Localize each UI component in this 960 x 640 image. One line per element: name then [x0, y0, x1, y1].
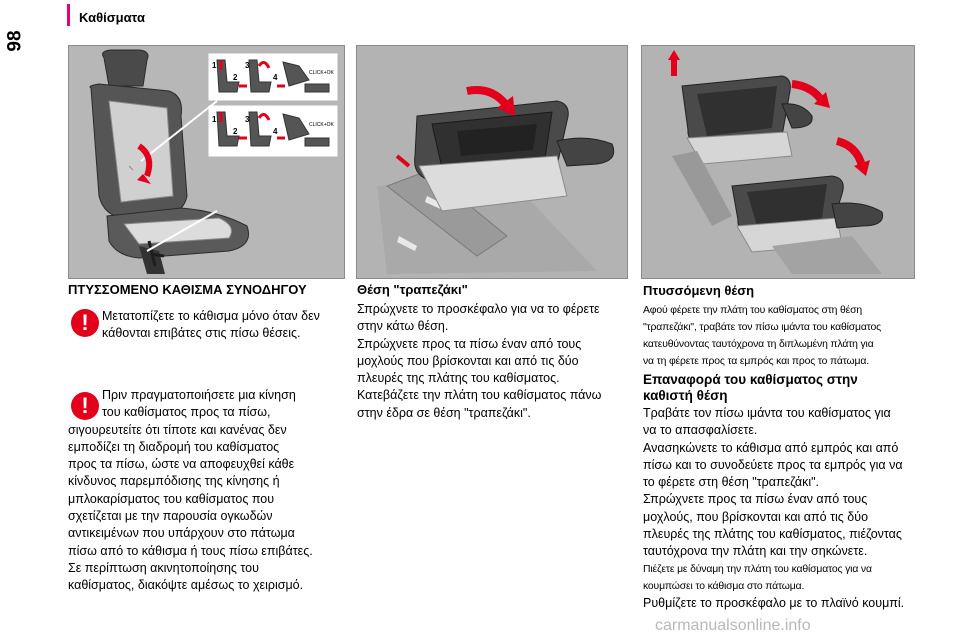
step-label: 4: [273, 73, 278, 82]
folded-position-illustration: [641, 45, 915, 279]
page-number: 98: [4, 30, 26, 52]
watermark: carmanualsonline.info: [655, 617, 811, 634]
step-label: 3: [245, 61, 250, 70]
warning-text-2: Πριν πραγματοποιήσετε μια κίνηση του καθίσματος προς τα πίσω, σιγουρευτείτε ότι τίποτε και κανένας δεν εμποδίζει τη διαδρομή του καθίσματος προς τα πίσω, ώστε να αποφευχθεί κάθε κίνδυνος παρεμπόδισης της κίνησης ή μπλοκαρίσματος του καθίσματος που σχετίζεται με την παρουσία ογκωδών αντικειμένων που υπάρχουν στο πάτωμα πίσω από το κάθισμα ή τους πίσω επιβάτες. Σε περίπτωση ακινητοποίησης του καθίσματος, διακόψτε αμέσως το χειρισμό.: [68, 388, 313, 593]
click-ok-text: CLICK+OK: [309, 70, 334, 76]
step-label: 1: [212, 61, 217, 70]
step-label: 3: [245, 115, 250, 124]
warning-icon: !: [71, 309, 99, 337]
restore-seat-heading: Επαναφορά του καθίσματος στην καθιστή θέση: [643, 372, 858, 403]
folded-position-text: Αφού φέρετε την πλάτη του καθίσματος στη θέση "τραπεζάκι", τραβάτε τον πίσω ιμάντα του καθίσματος κατευθύνοντας ταυτόχρονα τη διπλωμένη πλάτη για να τη φέρετε προς τα εμπρός και προς το πάτωμα.: [643, 305, 882, 367]
warning-text-1: Μετατοπίζετε το κάθισμα μόνο όταν δεν κάθονται επιβάτες στις πίσω θέσεις.: [102, 309, 320, 341]
seat-illustration: [68, 45, 345, 279]
folded-position-heading: Πτυσσόμενη θέση: [643, 283, 755, 298]
step-label: 4: [273, 127, 278, 136]
table-position-text: Σπρώχνετε το προσκέφαλο για να το φέρετε στην κάτω θέση. Σπρώχνετε προς τα πίσω έναν από τους μοχλούς που βρίσκονται και από τις δύο πλευρές της πλάτης του καθίσματος. Κατεβάζετε την πλάτη του καθίσματος πάνω στην έδρα σε θέση "τραπεζάκι".: [357, 302, 602, 420]
passenger-seat-heading: ΠΤΥΣΣΟΜΕΝΟ ΚΑΘΙΣΜΑ ΣΥΝΟΔΗΓΟΥ: [68, 282, 307, 297]
step-label: 1: [212, 115, 217, 124]
table-position-heading: Θέση "τραπεζάκι": [357, 282, 468, 297]
accent-bar: [67, 4, 70, 26]
step-label: 2: [233, 127, 238, 136]
section-title: Καθίσματα: [79, 10, 145, 25]
restore-seat-text: Τραβάτε τον πίσω ιμάντα του καθίσματος για να το απασφαλίσετε. Ανασηκώνετε το κάθισμα από εμπρός και από πίσω και το συνοδεύετε προς τα εμπρός για να το φέρετε στη θέση "τραπεζάκι". Σπρώχνετε προς τα πίσω έναν από τους μοχλούς, που βρίσκονται και από τις δύο πλευρές της πλάτης του καθίσματος, πιέζοντας ταυτόχρονα την πλάτη και την σηκώνετε. Πιέζετε με δύναμη την πλάτη του καθίσματος για να κουμπώσει το κάθισμα στο πάτωμα. Ρυθμίζετε το προσκέφαλο με το πλαϊνό κουμπί.: [643, 406, 905, 610]
step-label: 2: [233, 73, 238, 82]
table-position-illustration: [356, 45, 628, 279]
click-ok-text: CLICK+OK: [309, 122, 334, 128]
warning-icon: !: [71, 392, 99, 420]
